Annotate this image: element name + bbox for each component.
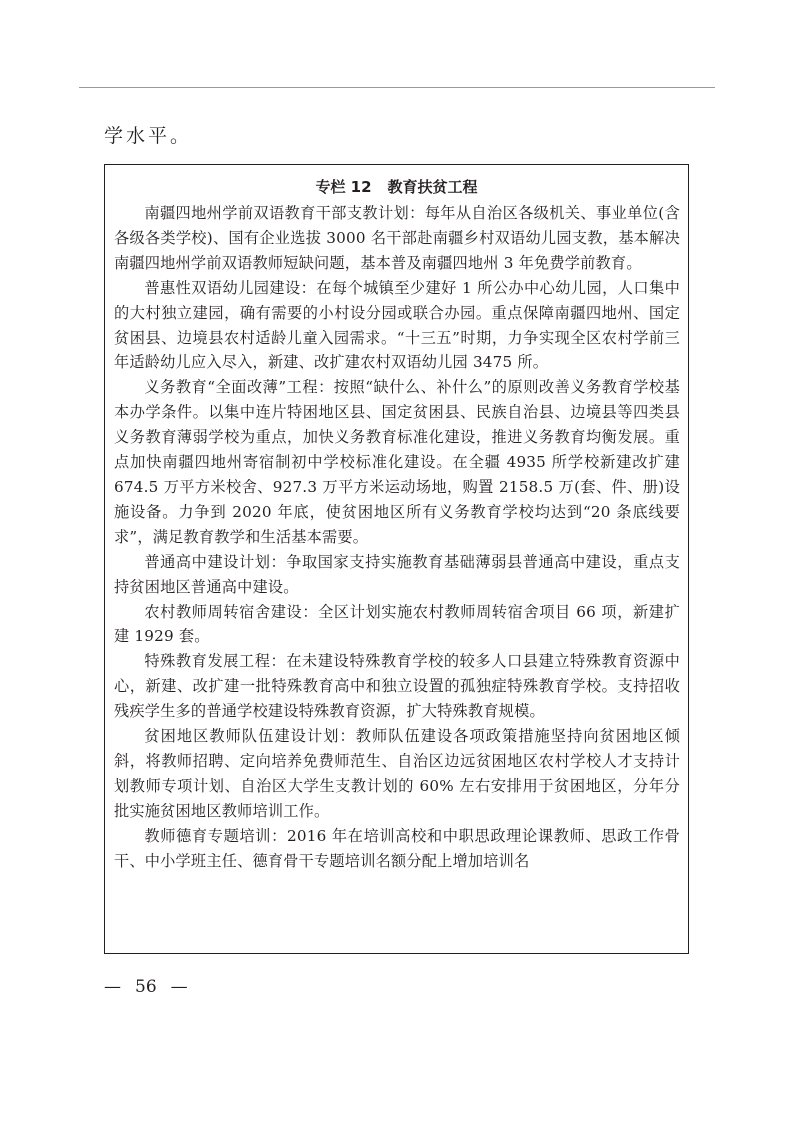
paragraph-teacher-workforce: 贫困地区教师队伍建设计划：教师队伍建设各项政策措施坚持向贫困地区倾斜，将教师招聘、定向培养免费师范生、自治区边远贫困地区农村学校人才支持计划教师专项计划、自治区大学生支教计划的 60% 左右安排用于贫困地区，分年分批实施贫困地区教师培训工作。 [114, 727, 680, 820]
paragraph-compulsory-education: 义务教育“全面改薄”工程：按照“缺什么、补什么”的原则改善义务教育学校基本办学条件。以集中连片特困地区县、国定贫困县、民族自治县、边境县等四类县义务教育薄弱学校为重点，加快义务教育标准化建设，推进义务教育均衡发展。重点加快南疆四地州寄宿制初中学校标准化建设。在全疆 4935 所学校新建改扩建 674.5 万平方米校舍、927.3 万平方米运动场地，购置 2158.5 万(套、件、册)设施设备。力争到 2020 年底，使贫困地区所有义务教育学校均达到“20 条底线要求”，满足教育教学和生活基本需要。 [114, 378, 680, 546]
footer-dash-right: — [170, 977, 188, 997]
paragraph-special-education: 特殊教育发展工程：在未建设特殊教育学校的较多人口县建立特殊教育资源中心，新建、改扩建一批特殊教育高中和独立设置的孤独症特殊教育学校。支持招收残疾学生多的普通学校建设特殊教育资源，扩大特殊教育规模。 [114, 652, 680, 721]
paragraph-moral-education-training: 教师德育专题培训：2016 年在培训高校和中职思政理论课教师、思政工作骨干、中小学班主任、德育骨干专题培训名额分配上增加培训名 [114, 826, 680, 870]
page-number: 56 [135, 977, 157, 997]
footer-dash-left: — [104, 977, 121, 997]
page-footer [104, 975, 188, 999]
box-body [114, 201, 680, 873]
header-rule [79, 87, 715, 88]
box-heading: 教育扶贫工程 [387, 178, 478, 196]
box-title [105, 176, 688, 198]
continued-text: 学水平。 [104, 125, 193, 147]
paragraph-kindergarten-construction: 普惠性双语幼儿园建设：在每个城镇至少建好 1 所公办中心幼儿园，人口集中的大村独立建园，确有需要的小村设分园或联合办园。重点保障南疆四地州、国定贫困县、边境县农村适龄儿童入园需求。“十三五”时期，力争实现全区农村学前三年适龄幼儿应入尽入，新建、改扩建农村双语幼儿园 3475 所。 [114, 278, 680, 372]
paragraph-preschool-teacher-plan: 南疆四地州学前双语教育干部支教计划：每年从自治区各级机关、事业单位(含各级各类学校)、国有企业选拔 3000 名干部赴南疆乡村双语幼儿园支教，基本解决南疆四地州学前双语教师短缺问题，基本普及南疆四地州 3 年免费学前教育。 [114, 204, 680, 272]
paragraph-high-school-plan: 普通高中建设计划：争取国家支持实施教育基础薄弱县普通高中建设，重点支持贫困地区普通高中建设。 [114, 552, 680, 596]
paragraph-teacher-dormitory: 农村教师周转宿舍建设：全区计划实施农村教师周转宿舍项目 66 项，新建扩建 1929 套。 [114, 602, 680, 646]
box-label: 专栏 12 [315, 178, 372, 196]
feature-box [104, 164, 689, 954]
